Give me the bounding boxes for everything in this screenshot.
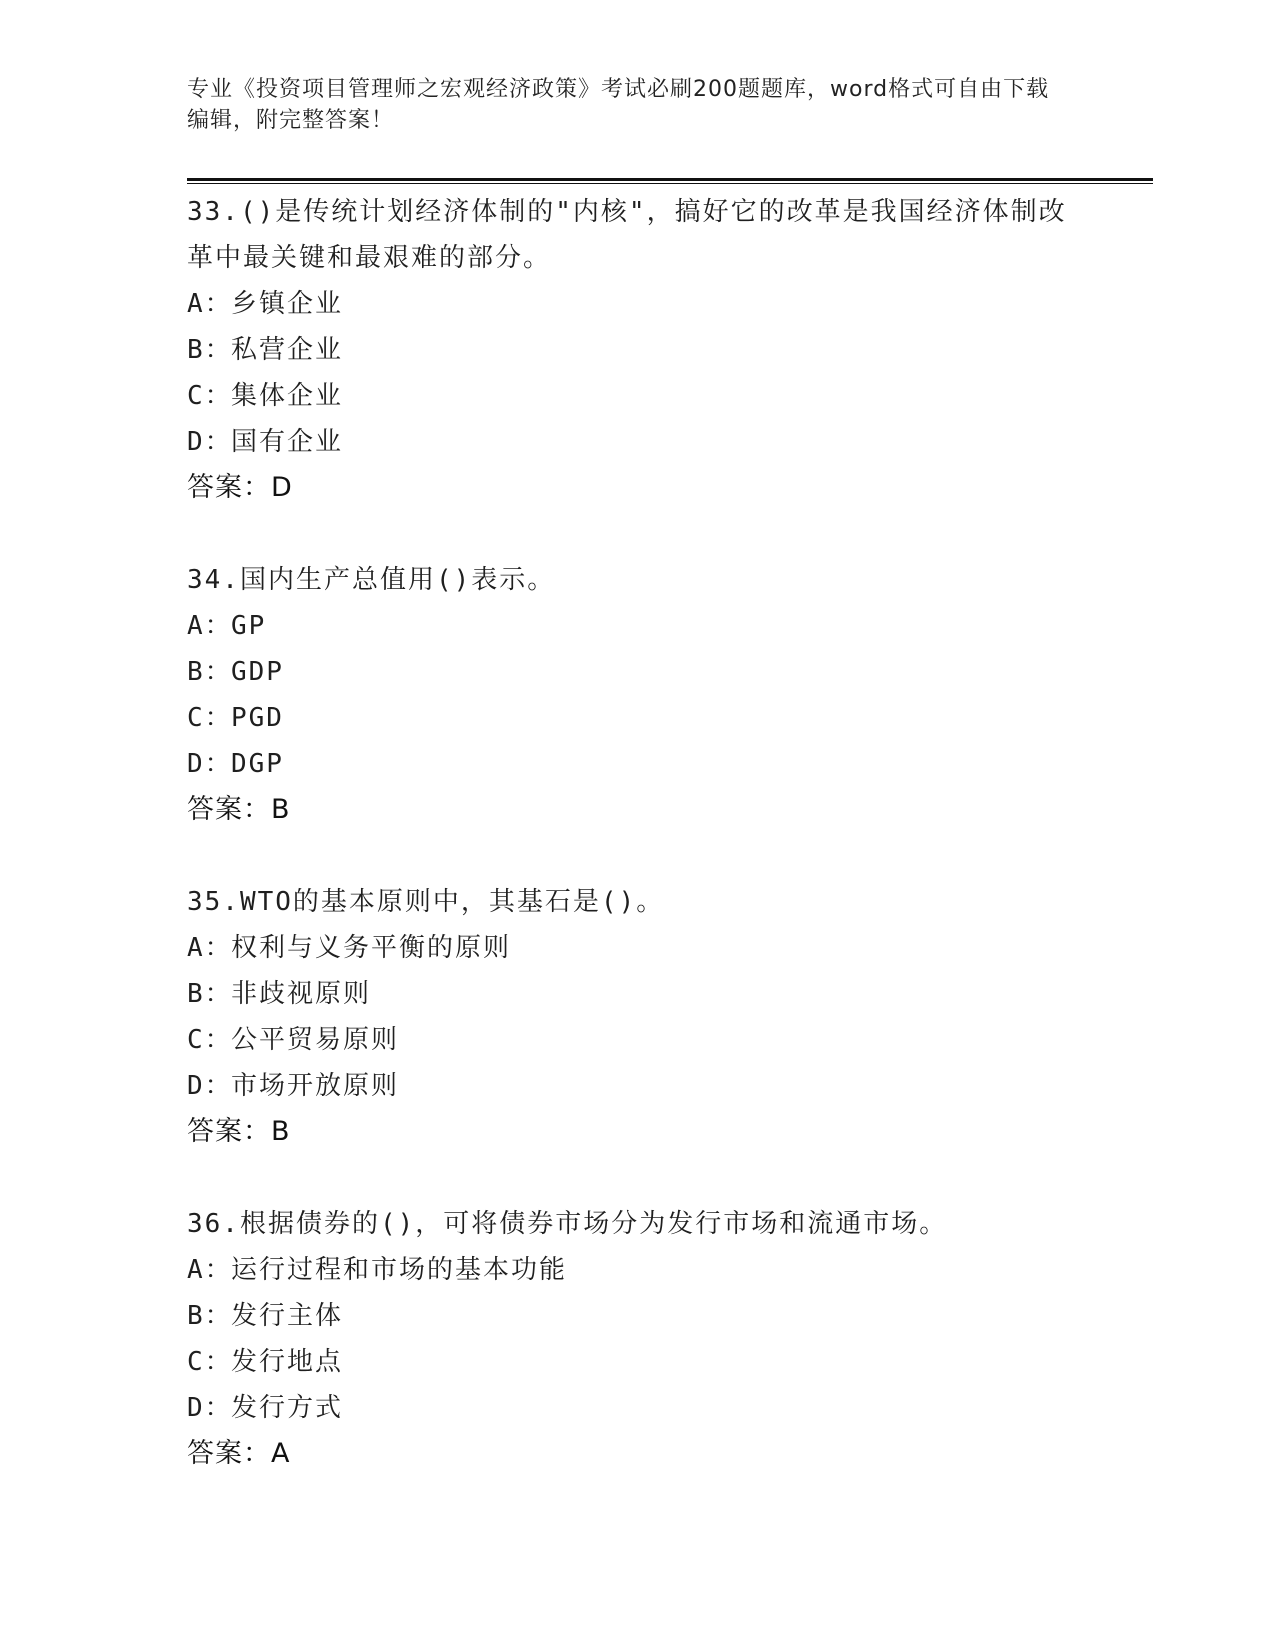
option-text: 集体企业 bbox=[231, 381, 344, 411]
option-letter: B： bbox=[187, 335, 233, 365]
option-c bbox=[187, 1017, 1087, 1063]
option-letter: B： bbox=[187, 657, 233, 687]
header-rule-thin bbox=[187, 183, 1153, 184]
option-letter: C： bbox=[187, 703, 233, 733]
option-letter: D： bbox=[187, 1071, 233, 1101]
option-letter: A： bbox=[187, 611, 233, 641]
option-text: 运行过程和市场的基本功能 bbox=[231, 1255, 568, 1285]
option-letter: D： bbox=[187, 1393, 233, 1423]
answer-line: 答案：A bbox=[187, 1438, 291, 1469]
option-text: 发行方式 bbox=[231, 1393, 344, 1423]
option-text: DGP bbox=[231, 749, 284, 779]
option-letter: D： bbox=[187, 749, 233, 779]
question-34 bbox=[187, 557, 1087, 833]
option-d bbox=[187, 1063, 1087, 1109]
question-stem: 36.根据债券的()，可将债券市场分为发行市场和流通市场。 bbox=[187, 1209, 948, 1239]
option-d bbox=[187, 741, 1087, 787]
option-a bbox=[187, 1247, 1087, 1293]
question-stem: 35.WTO的基本原则中，其基石是()。 bbox=[187, 887, 665, 917]
option-text: 权利与义务平衡的原则 bbox=[231, 933, 512, 963]
question-36 bbox=[187, 1201, 1087, 1477]
question-35 bbox=[187, 879, 1087, 1155]
option-letter: A： bbox=[187, 1255, 233, 1285]
option-letter: D： bbox=[187, 427, 233, 457]
answer-line: 答案：D bbox=[187, 472, 293, 503]
option-text: 国有企业 bbox=[231, 427, 344, 457]
option-b bbox=[187, 1293, 1087, 1339]
option-d bbox=[187, 1385, 1087, 1431]
document-header: 专业《投资项目管理师之宏观经济政策》考试必刷200题题库，word格式可自由下载编辑，附完整答案！ bbox=[187, 77, 1050, 133]
option-letter: C： bbox=[187, 381, 233, 411]
header-rule-thick bbox=[187, 178, 1153, 181]
option-text: GP bbox=[231, 611, 267, 641]
option-text: 发行主体 bbox=[231, 1301, 344, 1331]
option-letter: C： bbox=[187, 1347, 233, 1377]
answer-line: 答案：B bbox=[187, 1116, 291, 1147]
option-text: 发行地点 bbox=[231, 1347, 344, 1377]
option-letter: C： bbox=[187, 1025, 233, 1055]
question-list bbox=[187, 189, 1087, 1477]
option-d bbox=[187, 419, 1087, 465]
option-text: 非歧视原则 bbox=[231, 979, 372, 1009]
option-text: 市场开放原则 bbox=[231, 1071, 400, 1101]
option-a bbox=[187, 603, 1087, 649]
option-b bbox=[187, 649, 1087, 695]
option-a bbox=[187, 281, 1087, 327]
question-33 bbox=[187, 189, 1087, 511]
option-text: 公平贸易原则 bbox=[231, 1025, 400, 1055]
option-b bbox=[187, 971, 1087, 1017]
option-text: PGD bbox=[231, 703, 284, 733]
option-letter: B： bbox=[187, 1301, 233, 1331]
option-a bbox=[187, 925, 1087, 971]
option-text: 乡镇企业 bbox=[231, 289, 344, 319]
option-text: 私营企业 bbox=[231, 335, 344, 365]
option-c bbox=[187, 695, 1087, 741]
option-letter: A： bbox=[187, 933, 233, 963]
answer-line: 答案：B bbox=[187, 794, 291, 825]
option-c bbox=[187, 373, 1087, 419]
option-c bbox=[187, 1339, 1087, 1385]
option-letter: A： bbox=[187, 289, 233, 319]
question-stem: 34.国内生产总值用()表示。 bbox=[187, 565, 556, 595]
option-text: GDP bbox=[231, 657, 284, 687]
option-letter: B： bbox=[187, 979, 233, 1009]
question-stem: 33.()是传统计划经济体制的"内核"，搞好它的改革是我国经济体制改革中最关键和最艰难的部分。 bbox=[187, 197, 1067, 273]
option-b bbox=[187, 327, 1087, 373]
